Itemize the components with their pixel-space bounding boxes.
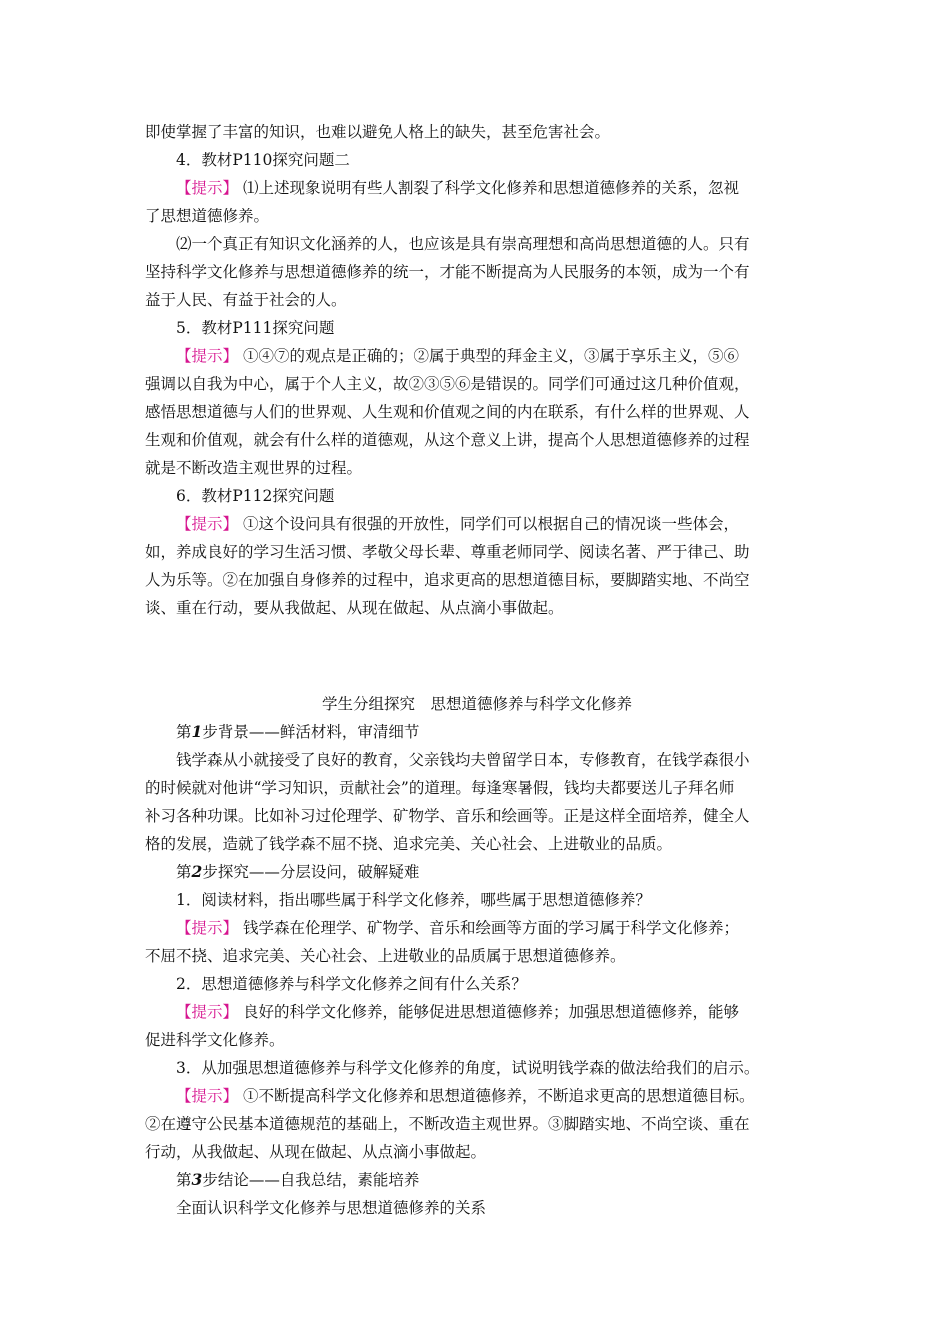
paragraph-line: 了思想道德修养。 [145, 207, 270, 225]
sub-question-1-title: 1．阅读材料，指出哪些属于科学文化修养，哪些属于思想道德修养？ [176, 891, 651, 909]
paragraph-line: 如，养成良好的学习生活习惯、孝敬父母长辈、尊重老师同学、阅读名著、严于律己、助 [145, 543, 750, 561]
paragraph-line: 就是不断改造主观世界的过程。 [145, 459, 363, 477]
question-4-title: 4．教材P110探究问题二 [176, 151, 350, 169]
paragraph-line: 补习各种功课。比如补习过伦理学、矿物学、音乐和绘画等。正是这样全面培养，健全人 [145, 807, 750, 825]
paragraph-line: ⑵一个真正有知识文化涵养的人，也应该是具有崇高理想和高尚思想道德的人。只有 [176, 235, 750, 253]
paragraph-line: 钱学森从小就接受了良好的教育，父亲钱均夫曾留学日本，专修教育，在钱学森很小 [176, 751, 750, 769]
hint-text: ⑴上述现象说明有些人割裂了科学文化修养和思想道德修养的关系，忽视 [238, 179, 739, 197]
paragraph-line: 益于人民、有益于社会的人。 [145, 291, 347, 309]
paragraph-line: 坚持科学文化修养与思想道德修养的统一，才能不断提高为人民服务的本领，成为一个有 [145, 263, 750, 281]
paragraph-line: 生观和价值观，就会有什么样的道德观，从这个意义上讲，提高个人思想道德修养的过程 [145, 431, 750, 449]
paragraph-line: 的时候就对他讲“学习知识，贡献社会”的道理。每逢寒暑假，钱均夫都要送儿子拜名师 [145, 779, 735, 797]
paragraph-line: 促进科学文化修养。 [145, 1031, 285, 1049]
paragraph-line: 人为乐等。②在加强自身修养的过程中，追求更高的思想道德目标，要脚踏实地、不尚空 [145, 571, 750, 589]
hint-text: ①④⑦的观点是正确的；②属于典型的拜金主义，③属于享乐主义，⑤⑥ [238, 347, 739, 365]
step-1-heading: 第1步背景——鲜活材料，审清细节 [176, 722, 420, 741]
step-3-heading: 第3步结论——自我总结，素能培养 [176, 1170, 420, 1189]
step-number: 2 [191, 862, 203, 881]
hint-tag: 【提示】 [176, 919, 239, 937]
hint-line [145, 998, 809, 1026]
hint-tag: 【提示】 [176, 347, 239, 365]
hint-line [145, 342, 809, 370]
paragraph-line: 不屈不挠、追求完美、关心社会、上进敬业的品质属于思想道德修养。 [145, 947, 626, 965]
conclusion-line: 全面认识科学文化修养与思想道德修养的关系 [176, 1199, 487, 1217]
hint-text: ①不断提高科学文化修养和思想道德修养，不断追求更高的思想道德目标。 [238, 1087, 755, 1105]
paragraph-line: 感悟思想道德与人们的世界观、人生观和价值观之间的内在联系，有什么样的世界观、人 [145, 403, 750, 421]
hint-text: ①这个设问具有很强的开放性，同学们可以根据自己的情况谈一些体会， [238, 515, 739, 533]
paragraph-line: 即使掌握了丰富的知识，也难以避免人格上的缺失，甚至危害社会。 [145, 123, 611, 141]
paragraph-line: 强调以自我为中心，属于个人主义，故②③⑤⑥是错误的。同学们可通过这几种价值观， [145, 375, 750, 393]
hint-text: 钱学森在伦理学、矿物学、音乐和绘画等方面的学习属于科学文化修养； [238, 919, 739, 937]
hint-tag: 【提示】 [176, 1003, 239, 1021]
hint-line [145, 914, 809, 942]
paragraph-line: 行动，从我做起、从现在做起、从点滴小事做起。 [145, 1143, 487, 1161]
hint-text: 良好的科学文化修养，能够促进思想道德修养；加强思想道德修养，能够 [238, 1003, 739, 1021]
paragraph-line: ②在遵守公民基本道德规范的基础上，不断改造主观世界。③脚踏实地、不尚空谈、重在 [145, 1115, 750, 1133]
question-5-title: 5．教材P111探究问题 [176, 319, 335, 337]
hint-tag: 【提示】 [176, 1087, 239, 1105]
hint-line [145, 510, 809, 538]
step-2-heading: 第2步探究——分层设问，破解疑难 [176, 862, 420, 881]
hint-tag: 【提示】 [176, 179, 239, 197]
sub-question-2-title: 2．思想道德修养与科学文化修养之间有什么关系？ [176, 975, 527, 993]
hint-tag: 【提示】 [176, 515, 239, 533]
step-number: 3 [191, 1170, 203, 1189]
section-spacer [145, 622, 809, 690]
document-page [145, 118, 809, 1222]
hint-line [145, 174, 809, 202]
sub-question-3-title: 3．从加强思想道德修养与科学文化修养的角度，试说明钱学森的做法给我们的启示。 [176, 1059, 760, 1077]
section-title: 学生分组探究 思想道德修养与科学文化修养 [321, 695, 632, 713]
paragraph-line: 谈、重在行动，要从我做起、从现在做起、从点滴小事做起。 [145, 599, 564, 617]
paragraph-line: 格的发展，造就了钱学森不屈不挠、追求完美、关心社会、上进敬业的品质。 [145, 835, 673, 853]
step-number: 1 [191, 722, 203, 741]
question-6-title: 6．教材P112探究问题 [176, 487, 335, 505]
hint-line [145, 1082, 809, 1110]
